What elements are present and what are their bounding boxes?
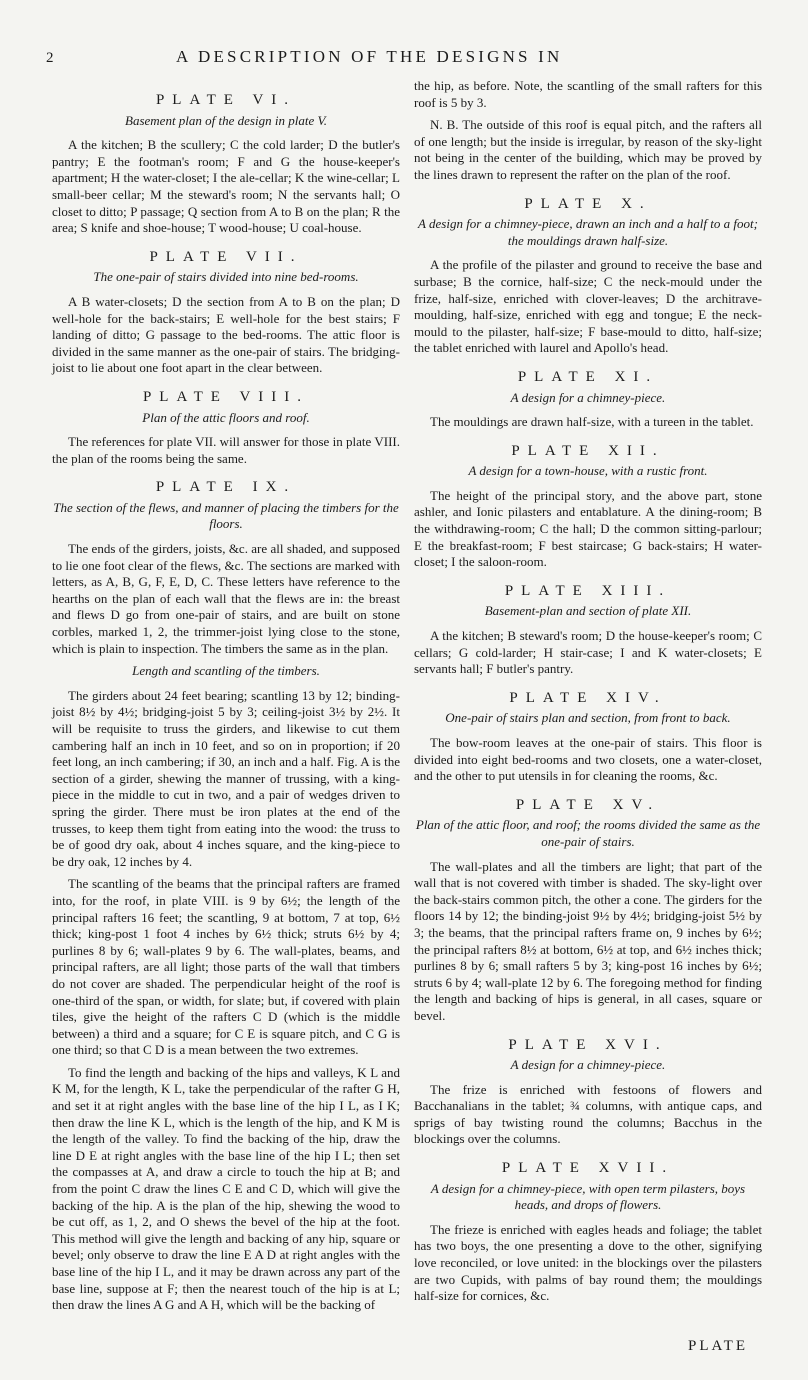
plate-subtitle: Basement-plan and section of plate XII.	[484, 603, 692, 619]
body-paragraph: The scantling of the beams that the principal rafters are framed into, for the roof, in plate VIII. is 9 by 6½; the length of the principal rafters 16 feet; the scantling, 9 at bottom, 7 at top, 6½ thick; king-post 1 foot 4 inches by 6½ thick; struts 6½ by 4; purlines 8 by 6; wall-plates 9 by 6. The wall-plates, beams, and principal rafters, are all light; those parts of the wall that timbers do not cover are shaded. The perpendicular height of the roof is one-third of the span, or width, for slate; but, if covered with plain tiles, give the height of the rafters C D (which is the middle between) a third and a square; for C E is square pitch, and C G is one third; so that C D is a mean between the two extremes.	[52, 876, 400, 1058]
page-number: 2	[46, 50, 54, 66]
body-paragraph: The girders about 24 feet bearing; scantling 13 by 12; binding-joist 8½ by 4½; bridging-joist 5 by 3; ceiling-joist 3½ by 2½. It will be requisite to truss the girders, and likewise to cut them cambering half an inch in 10 feet, and so on in proportion; if 20 feet long, an inch cambering; if 30, an inch and a half. Fig. A is the section of a girder, shewing the manner of trussing, with a king-piece in the middle to cut in two, and a pair of wedges driven to spring the girder. There must be iron plates at the end of the trusses, to keep them tight from eating into the wood: the truss to be of good dry oak, about 4 inches square, and the king-piece to be dry oak, 12 inches by 4.	[52, 687, 400, 869]
plate-subtitle: Basement plan of the design in plate V.	[125, 112, 327, 128]
plate-text: The mouldings are drawn half-size, with a tureen in the tablet.	[430, 414, 754, 430]
plate-heading: PLATE VII.	[149, 248, 303, 265]
plate-text: The references for plate VII. will answer for those in plate VIII. the plan of the rooms being the same.	[52, 434, 400, 466]
plate-text: The ends of the girders, joists, &c. are all shaded, and supposed to lie one foot clear of the flews, &c. The sections are marked with letters, as A, B, G, F, E, D, C. These letters have reference to the hearths on the plan of each wall that the flews are in: the breast and flews D go from one-pair of stairs, and are built on stone corbles, marked 1, 2, the trimmer-joist lying close to the stone, which is plain to inspection. The timbers the same as in the plan.	[52, 541, 400, 656]
plate-text: The wall-plates and all the timbers are light; that part of the wall that is not covered with timber is shaded. The sky-light over the back-stairs common pitch, the other a cone. The girders for the floors 14 by 12; the binding-joist 9½ by 4½; bridging-joist 5½ by 3; the beams, that the principal rafters frame on, 9 inches by 6½; the principal rafters 8½ at bottom, 6½ at top, and 6½ inches thick; purlines 8 by 6; small rafters 5 by 3; king-post 16 inches by 6½; struts 6 by 4; wall-plate 12 by 6. The foregoing method for finding the length and backing of hips is general, in all cases, square or bevel.	[414, 858, 762, 1023]
running-head: A DESCRIPTION OF THE DESIGNS IN	[176, 47, 563, 66]
plate-heading: PLATE XII.	[511, 442, 665, 459]
plate-subtitle: A design for a town-house, with a rustic front.	[468, 463, 708, 479]
plate-text: A B water-closets; D the section from A to B on the plan; D well-hole for the back-stairs; E well-hole for the best stairs; F landing of ditto; G passage to the bed-rooms. The attic floor is divided in the same manner as the one-pair of stairs. The bridging-joist to lie about one foot apart in the clear between.	[52, 293, 400, 376]
plate-subtitle: The one-pair of stairs divided into nine bed-rooms.	[93, 269, 359, 285]
plate-heading: PLATE X.	[524, 195, 652, 212]
plate-text: The bow-room leaves at the one-pair of stairs. This floor is divided into eight bed-rooms and two closets, one a water-closet, and the other to put utensils in for cleaning the rooms, &c.	[414, 735, 762, 784]
plate-subtitle: A design for a chimney-piece, drawn an inch and a half to a foot; the mouldings drawn half-size.	[418, 216, 758, 248]
section-subtitle: Length and scantling of the timbers.	[132, 663, 320, 679]
right-column	[414, 78, 762, 1311]
plate-subtitle: The section of the flews, and manner of placing the timbers for the floors.	[53, 499, 399, 532]
plate-heading: PLATE VIII.	[142, 388, 310, 405]
plate-heading: PLATE IX.	[155, 479, 297, 496]
plate-text: The frize is enriched with festoons of flowers and Bacchanalians in the tablet; ¾ columns, with antique caps, and sprigs of bay twisting round the columns; Bacchus in the blockings over the columns.	[414, 1081, 762, 1147]
plate-heading: PLATE XIII.	[504, 582, 672, 599]
plate-heading: PLATE XI.	[517, 368, 659, 385]
continued-text: the hip, as before. Note, the scantling of the small rafters for this roof is 5 by 3.	[414, 78, 762, 110]
catchword: PLATE	[688, 1338, 748, 1354]
note-text: N. B. The outside of this roof is equal pitch, and the rafters all of one length; but the inside is irregular, by reason of the sky-light not being in the center of the building, which may be proved by the lines drawn to represent the rafter on the plan of the roof.	[414, 117, 762, 182]
plate-subtitle: A design for a chimney-piece, with open term pilasters, boys heads, and drops of flowers.	[430, 1180, 746, 1213]
plate-text: A the kitchen; B steward's room; D the house-keeper's room; C cellars; G cold-larder; H stair-case; I and K water-closets; E servants hall; F butler's pantry.	[414, 628, 762, 677]
left-column	[52, 80, 400, 1320]
plate-text: The height of the principal story, and the above part, stone ashler, and Ionic pilasters and entablature. A the dining-room; B the withdrawing-room; C the hall; D the common sitting-parlour; E the breakfast-room; F best staircase; G back-stairs; H water-closet; I the saloon-room.	[414, 487, 762, 570]
plate-text: The frieze is enriched with eagles heads and foliage; the tablet has two boys, the one presenting a dove to the other, signifying love reconciled, or love united: in the blockings over the pilasters are two Cupids, with palms of bay round them; the mouldings half-size for cornices, &c.	[414, 1221, 762, 1304]
plate-heading: PLATE VI.	[155, 92, 297, 108]
plate-heading: PLATE XVII.	[501, 1160, 675, 1177]
plate-text: A the kitchen; B the scullery; C the cold larder; D the butler's pantry; E the footman's room; F and G the house-keeper's apartment; H the water-closet; I the ale-cellar; K the wine-cellar; L small-beer cellar; M the steward's room; N the servants hall; O closet to ditto; P passage; Q section from A to B on the plan; R the area; S knife and shoe-house; T wood-house; U coal-house.	[52, 137, 400, 236]
plate-heading: PLATE XV.	[515, 796, 661, 813]
plate-subtitle: A design for a chimney-piece.	[510, 389, 666, 405]
plate-subtitle: Plan of the attic floors and roof.	[142, 409, 310, 425]
plate-text: A the profile of the pilaster and ground to receive the base and surbase; B the cornice, half-size; C the neck-mould under the frize, half-size, enriched with clover-leaves; D the architrave-moulding, half-size, enriched with egg and tongue; E the neck-mould to the pilaster, half-size; F base-mould to ditto, half-size; the tablet enriched with laurel and Apollo's head.	[414, 257, 762, 356]
plate-heading: PLATE XIV.	[509, 689, 667, 706]
plate-heading: PLATE XVI.	[508, 1036, 668, 1053]
body-paragraph: To find the length and backing of the hips and valleys, K L and K M, for the length, K L, take the perpendicular of the rafter G H, and set it at right angles with the base line of the hip I L, as I K; then draw the line K L, which is the length of the hip, and K M is the length of the valley. To find the backing of the hip, draw the line D E at right angles with the base line of the hip I L; then set the compasses at A, and draw a circle to touch the hip at B; and from the point C draw the lines C E and C D, which will give the backing of the hip. A is the plan of the hip, shewing the wood to be cut off, as 1, 2, and O shews the bevel of the hip at the foot. This method will give the length and backing of any hip, square or bevel; only observe to draw the line E A D at right angles with the base line of the hip I L, and it may be drawn across any part of the base line, suppose at F; then the nearest touch of the hip is at L; then draw the lines A G and A H, which will be the backing of	[52, 1064, 400, 1313]
plate-subtitle: Plan of the attic floor, and roof; the rooms divided the same as the one-pair of stairs.	[415, 817, 761, 849]
plate-subtitle: One-pair of stairs plan and section, from front to back.	[445, 710, 731, 726]
plate-subtitle: A design for a chimney-piece.	[510, 1057, 666, 1073]
